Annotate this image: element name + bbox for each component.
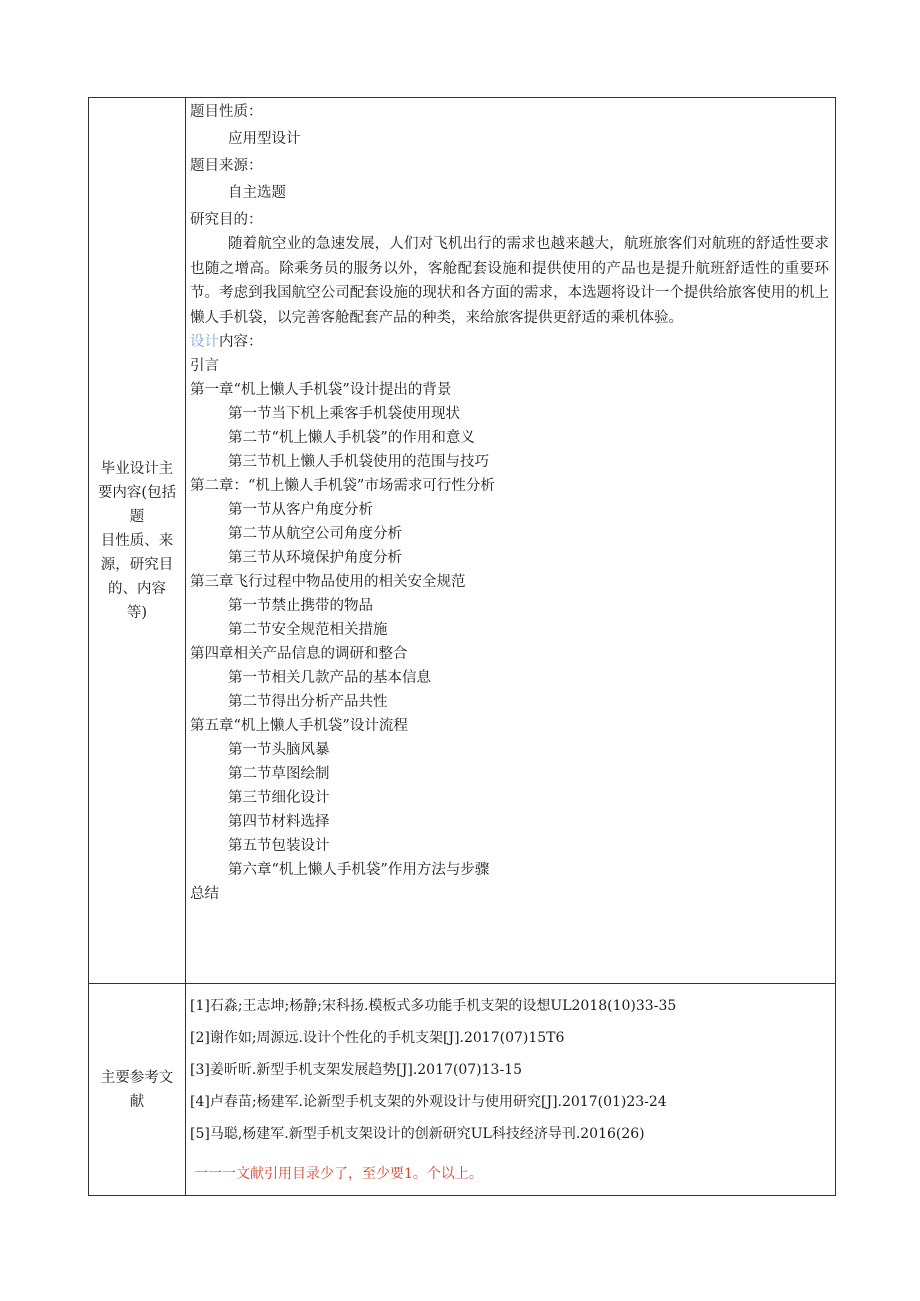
refs-label-line: 主要参考文 — [100, 1069, 174, 1086]
content-title-highlight: 设计 — [190, 334, 219, 350]
outline-section: 第一节相关几款产品的基本信息 — [228, 670, 431, 686]
purpose-title: 研究目的： — [190, 212, 263, 228]
main-label-line: 要内容(包括 — [97, 484, 177, 501]
references-cell — [186, 984, 836, 1196]
outline-item: 引言 — [190, 358, 219, 374]
main-label-line: 目性质、来 — [100, 532, 174, 549]
outline-section: 第三节细化设计 — [228, 790, 330, 806]
outline-chapter: 第五章“机上懒人手机袋”设计流程 — [190, 718, 408, 734]
outline-section: 第二节得出分析产品共性 — [228, 694, 388, 710]
nature-value: 应用型设计 — [228, 131, 301, 147]
outline-chapter: 第三章飞行过程中物品使用的相关安全规范 — [190, 574, 466, 590]
references-row — [89, 984, 836, 1196]
outline-chapter: 第一章“机上懒人手机袋”设计提出的背景 — [190, 382, 452, 398]
purpose-paragraph: 随着航空业的急速发展，人们对飞机出行的需求也越来越大，航班旅客们对航班的舒适性要求也随之增高。除乘务员的服务以外，客舱配套设施和提供使用的产品也是提升航班舒适性的重要环节。考虑到我国航空公司配套设施的现状和各方面的需求，本选题将设计一个提供给旅客使用的机上懒人手机袋，以完善客舱配套产品的种类，来给旅客提供更舒适的乘机体验。 — [190, 236, 829, 326]
thesis-form-table — [88, 97, 836, 1196]
nature-title: 题目性质： — [190, 104, 263, 120]
main-content-cell — [186, 98, 836, 984]
outline-chapter: 第四章相关产品信息的调研和整合 — [190, 646, 408, 662]
content-title-rest: 内容： — [219, 334, 263, 350]
review-comment: 一一一文献引用目录少了，至少要1。个以上。 — [194, 1166, 483, 1182]
outline-item: 总结 — [190, 886, 219, 902]
outline-section: 第一节禁止携带的物品 — [228, 598, 373, 614]
references-label — [89, 984, 186, 1196]
reference-item: [1]石淼;王志坤;杨静;宋科扬.模板式多功能手机支架的设想UL2018(10)33-35 — [190, 998, 677, 1014]
outline-section: 第四节材料选择 — [228, 814, 330, 830]
main-label-line: 等) — [126, 604, 148, 621]
outline-chapter: 第二章：“机上懒人手机袋”市场需求可行性分析 — [190, 478, 495, 494]
outline-section: 第三节机上懒人手机袋使用的范围与技巧 — [228, 454, 489, 470]
source-value: 自主选题 — [228, 185, 286, 201]
reference-item: [4]卢春苗;杨建军.论新型手机支架的外观设计与使用研究[J].2017(01)23-24 — [190, 1094, 667, 1110]
content-title — [190, 330, 833, 354]
refs-label-line: 献 — [129, 1093, 145, 1110]
main-label-line: 的、内容 — [108, 580, 166, 597]
outline-section: 第二节安全规范相关措施 — [228, 622, 388, 638]
reference-list — [190, 986, 833, 1150]
outline-section: 第二节从航空公司角度分析 — [228, 526, 402, 542]
outline-section: 第一节从客户角度分析 — [228, 502, 373, 518]
main-content-label — [89, 98, 186, 984]
outline-section: 第一节头脑风暴 — [228, 742, 330, 758]
reference-item: [2]谢作如;周源远.设计个性化的手机支架[J].2017(07)15T6 — [190, 1030, 565, 1046]
reference-item: [3]姜昕昕.新型手机支架发展趋势[J].2017(07)13-15 — [190, 1062, 522, 1078]
reference-item: [5]马聪,杨建军.新型手机支架设计的创新研究UL科技经济导刊.2016(26) — [190, 1126, 645, 1142]
outline-section: 第三节从环境保护角度分析 — [228, 550, 402, 566]
main-label-line: 题 — [129, 508, 145, 525]
outline-section: 第二节草图绘制 — [228, 766, 330, 782]
main-label-line: 源，研究目 — [100, 556, 174, 573]
outline-chapter: 第六章“机上懒人手机袋”作用方法与步骤 — [228, 862, 490, 878]
outline-section: 第一节当下机上乘客手机袋使用现状 — [228, 406, 460, 422]
main-label-line: 毕业设计主 — [100, 460, 174, 477]
source-title: 题目来源： — [190, 158, 263, 174]
outline-section: 第五节包装设计 — [228, 838, 330, 854]
main-content-row — [89, 98, 836, 984]
outline-section: 第二节“机上懒人手机袋”的作用和意义 — [228, 430, 475, 446]
